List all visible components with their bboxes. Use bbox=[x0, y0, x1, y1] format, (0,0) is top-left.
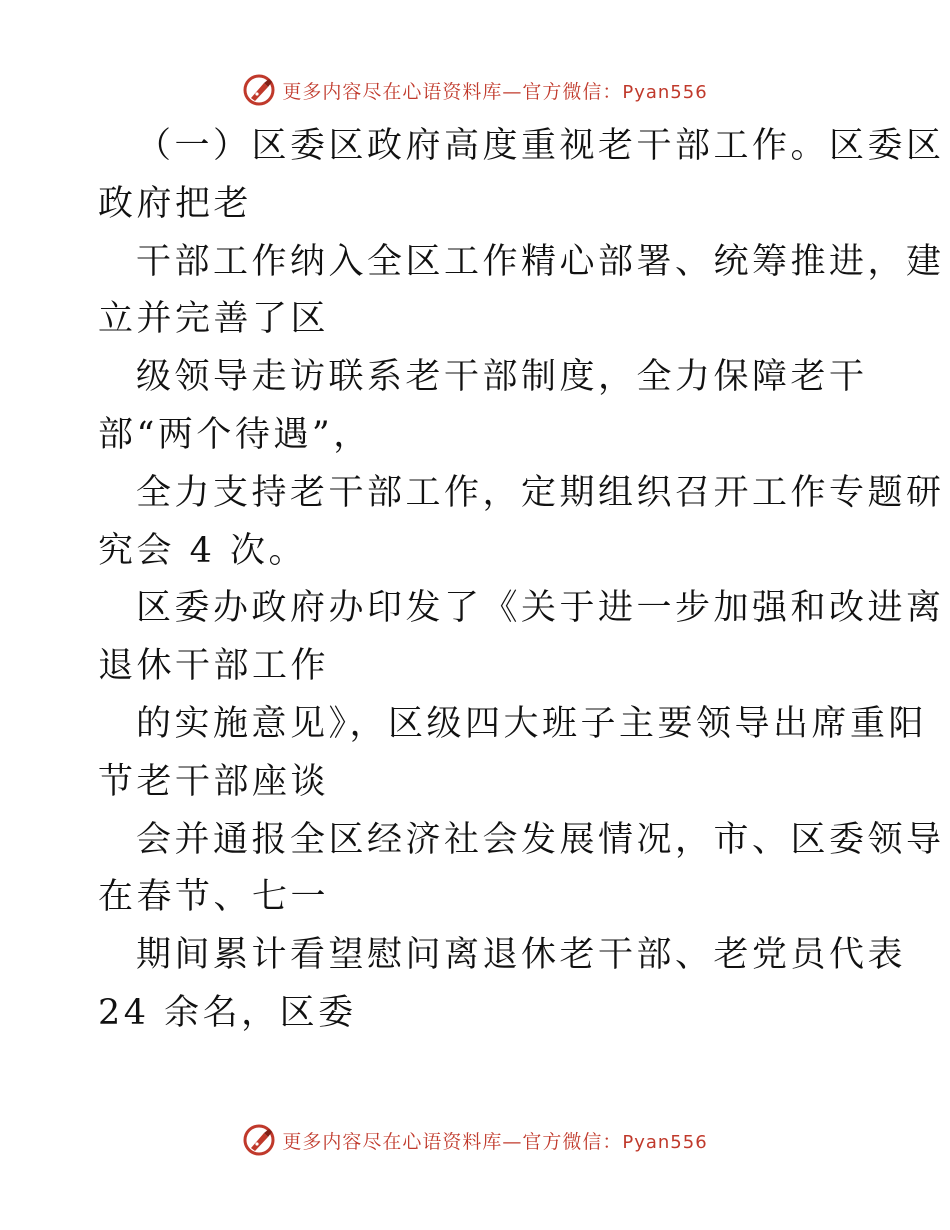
text-line: 区委办政府办印发了《关于进一步加强和改进离 bbox=[136, 588, 945, 629]
header-wechat-id: Pyan556 bbox=[622, 81, 708, 103]
text-line: 期间累计看望慰问离退休老干部、老党员代表 bbox=[136, 935, 907, 976]
header-banner bbox=[0, 70, 950, 110]
pen-nib-logo-icon bbox=[242, 73, 276, 107]
text-line: 节老干部座谈 bbox=[98, 761, 330, 802]
text-line: 究会 4 次。 bbox=[98, 530, 308, 571]
footer-banner bbox=[0, 1120, 950, 1160]
footer-banner-label: 更多内容尽在心语资料库—官方微信： bbox=[282, 1130, 623, 1153]
text-line: 全力支持老干部工作，定期组织召开工作专题研 bbox=[136, 472, 945, 513]
text-line: 干部工作纳入全区工作精心部署、统筹推进，建 bbox=[136, 241, 945, 282]
text-line: 24 余名，区委 bbox=[98, 992, 357, 1033]
text-line: （一）区委区政府高度重视老干部工作。区委区 bbox=[136, 126, 945, 166]
text-line: 的实施意见》，区级四大班子主要领导出席重阳 bbox=[136, 703, 928, 744]
document-body bbox=[98, 118, 945, 1043]
header-banner-label: 更多内容尽在心语资料库—官方微信： bbox=[282, 80, 623, 103]
footer-banner-text bbox=[282, 1127, 707, 1154]
text-line: 会并通报全区经济社会发展情况，市、区委领导 bbox=[136, 819, 945, 860]
text-line: 退休干部工作 bbox=[98, 646, 330, 687]
text-line: 立并完善了区 bbox=[98, 299, 330, 340]
text-line: 部“两个待遇”， bbox=[98, 414, 372, 455]
header-banner-text bbox=[282, 77, 707, 104]
text-line: 在春节、七一 bbox=[98, 877, 330, 918]
text-line: 政府把老 bbox=[98, 183, 253, 224]
pen-nib-logo-icon bbox=[242, 1123, 276, 1157]
text-line: 级领导走访联系老干部制度，全力保障老干 bbox=[136, 357, 868, 398]
footer-wechat-id: Pyan556 bbox=[622, 1131, 708, 1153]
